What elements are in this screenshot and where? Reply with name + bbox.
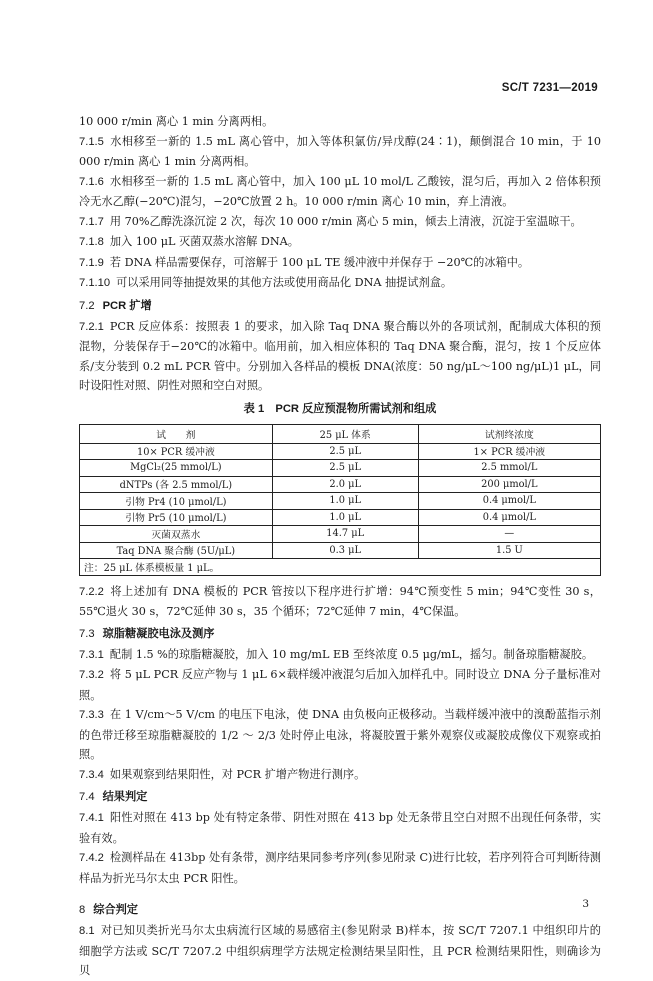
- paragraph-continuation: 10 000 r/min 离心 1 min 分离两相。: [79, 115, 274, 128]
- clause-paragraph: [79, 273, 601, 294]
- clause-text: 可以采用同等抽提效果的其他方法或使用商品化 DNA 抽提试剂盒。: [116, 276, 453, 289]
- table-cell: 0.4 μmol/L: [418, 493, 600, 510]
- table-cell: 1.0 μL: [272, 509, 418, 526]
- section-number: 8: [79, 904, 86, 916]
- table-caption: 表 1 PCR 反应预混物所需试剂和组成: [243, 402, 437, 415]
- table-cell: 14.7 μL: [272, 526, 418, 543]
- table-cell: 引物 Pr4 (10 μmol/L): [80, 493, 273, 510]
- clause-number: 7.3.4: [79, 768, 104, 781]
- table-header-cell: 25 μL 体系: [272, 424, 418, 443]
- section-title: 结果判定: [102, 791, 148, 803]
- clause-number: 7.1.6: [79, 175, 104, 188]
- table-row: [80, 493, 601, 510]
- clause-paragraph: [79, 582, 601, 622]
- clause-text: 加入 100 μL 灭菌双蒸水溶解 DNA。: [109, 235, 299, 248]
- clause-paragraph: [79, 645, 601, 666]
- table-row: [80, 542, 601, 559]
- clause-number: 7.3.1: [79, 648, 104, 661]
- clause-number: 7.1.5: [79, 135, 104, 148]
- section-number: 7.3: [79, 627, 95, 640]
- table-cell: 10× PCR 缓冲液: [80, 443, 273, 460]
- table-cell: 1.0 μL: [272, 493, 418, 510]
- table-cell: 2.5 μL: [272, 443, 418, 460]
- table-cell: Taq DNA 聚合酶 (5U/μL): [80, 542, 273, 559]
- section-heading: [79, 624, 601, 644]
- clause-number: 7.3.3: [79, 709, 104, 721]
- clause-number: 7.1.10: [79, 277, 111, 289]
- section-heading: [79, 900, 601, 920]
- clause-text: 若 DNA 样品需要保存，可溶解于 100 μL TE 缓冲液中并保存于 −20℃的冰箱中。: [109, 255, 530, 269]
- clause-number: 7.2.1: [79, 320, 104, 333]
- clause-text: PCR 反应体系：按照表 1 的要求，加入除 Taq DNA 聚合酶以外的各项试剂，配制成大体积的预混物，分装保存于−20℃的冰箱中。临用前，加入相应体积的 Taq DNA 聚合酶，混匀，按 1 个反应体系/支分装到 0.2 mL PCR 管中。分别加入各样品的模板 DNA(浓度：50 ng/μL～100 ng/μL)1 μL，同时设阳性对照、阴性对照和空白对照。: [79, 319, 601, 392]
- section-title: PCR 扩增: [102, 299, 152, 312]
- table-cell: MgCl₂(25 mmol/L): [80, 460, 273, 477]
- table-row: [80, 509, 601, 526]
- clause-number: 7.1.7: [79, 215, 104, 228]
- table-cell: 2.5 μL: [272, 460, 418, 477]
- clause-text: 水相移至一新的 1.5 mL 离心管中，加入 100 μL 10 mol/L 乙酸铵，混匀后，再加入 2 倍体积预冷无水乙醇(−20℃)混匀，−20℃放置 2 h。10 000 r/min 离心 10 min，弃上清液。: [79, 174, 601, 208]
- clause-paragraph: [79, 172, 601, 212]
- clause-text: 配制 1.5 %的琼脂糖凝胶，加入 10 mg/mL EB 至终浓度 0.5 μg/mL，摇匀。制备琼脂糖凝胶。: [109, 647, 594, 661]
- clause-paragraph: [79, 253, 601, 274]
- clause-number: 7.4.1: [79, 812, 104, 824]
- clause-text: 如果观察到结果阳性，对 PCR 扩增产物进行测序。: [109, 767, 366, 781]
- clause-paragraph: [79, 848, 601, 888]
- table-header-row: [80, 424, 601, 443]
- clause-paragraph: [79, 232, 601, 253]
- table-note-row: [80, 559, 601, 576]
- clause-paragraph: [79, 665, 601, 705]
- table-cell: 200 μmol/L: [418, 476, 600, 493]
- standard-number: SC/T 7231—2019: [501, 82, 598, 94]
- document-body: [79, 112, 601, 981]
- section-spacer: [79, 888, 601, 898]
- section-title: 综合判定: [93, 904, 138, 916]
- section-heading: [79, 787, 601, 807]
- clause-text: 检测样品在 413bp 处有条带，测序结果同参考序列(参见附录 C)进行比较，若序列符合可判断待测样品为折光马尔太虫 PCR 阳性。: [79, 851, 601, 885]
- clause-paragraph: [79, 132, 601, 172]
- table-cell: —: [418, 526, 600, 543]
- table-cell: 1.5 U: [418, 542, 600, 559]
- clause-paragraph: [79, 765, 601, 786]
- clause-number: 7.2.2: [79, 585, 104, 598]
- clause-paragraph: [79, 705, 601, 765]
- clause-text: 将 5 μL PCR 反应产物与 1 μL 6×载样缓冲液混匀后加入加样孔中。同时设立 DNA 分子量标准对照。: [79, 668, 601, 702]
- clause-number: 7.4.2: [79, 852, 104, 864]
- clause-paragraph: [79, 808, 601, 848]
- clause-text: 用 70%乙醇洗涤沉淀 2 次，每次 10 000 r/min 离心 5 min，倾去上清液，沉淀于室温晾干。: [109, 214, 582, 228]
- section-heading: [79, 296, 601, 316]
- table-cell: 引物 Pr5 (10 μmol/L): [80, 509, 273, 526]
- table-row: [80, 476, 601, 493]
- clause-text: 阳性对照在 413 bp 处有特定条带、阴性对照在 413 bp 处无条带且空白对照不出现任何条带，实验有效。: [79, 811, 601, 845]
- table-row: [80, 443, 601, 460]
- clause-text: 水相移至一新的 1.5 mL 离心管中，加入等体积氯仿/异戊醇(24∶1)，颠倒混合 10 min，于 10 000 r/min 离心 1 min 分离两相。: [79, 134, 601, 168]
- table-cell: dNTPs (各 2.5 mmol/L): [80, 476, 273, 493]
- clause-paragraph: [79, 212, 601, 233]
- page-number: 3: [582, 898, 589, 910]
- table-cell: 1× PCR 缓冲液: [418, 443, 600, 460]
- table-row: [80, 526, 601, 543]
- table-cell: 2.5 mmol/L: [418, 460, 600, 477]
- table-header-cell: 试 剂: [80, 424, 273, 443]
- table-cell: 2.0 μL: [272, 476, 418, 493]
- table-cell: 0.3 μL: [272, 542, 418, 559]
- section-number: 7.4: [79, 791, 95, 803]
- clause-number: 7.1.8: [79, 236, 104, 248]
- reagent-table: [79, 424, 601, 576]
- table-cell: 灭菌双蒸水: [80, 526, 273, 543]
- table-header-cell: 试剂终浓度: [418, 424, 600, 443]
- clause-paragraph: [79, 921, 601, 981]
- section-title: 琼脂糖凝胶电泳及测序: [102, 627, 215, 640]
- clause-paragraph: [79, 317, 601, 396]
- table-row: [80, 460, 601, 477]
- table-note: 注：25 μL 体系模板量 1 μL。: [80, 559, 601, 576]
- clause-text: 在 1 V/cm～5 V/cm 的电压下电泳，使 DNA 由负极向正极移动。当载样缓冲液中的溴酚蓝指示剂的色带迁移至琼脂糖凝胶的 1/2 ～ 2/3 处时停止电泳，将凝胶置于紫外观察仪或凝胶成像仪下观察或拍照。: [79, 708, 601, 761]
- clause-text: 将上述加有 DNA 模板的 PCR 管按以下程序进行扩增：94℃预变性 5 min；94℃变性 30 s，55℃退火 30 s，72℃延伸 30 s，35 个循环；72℃延伸 7 min，4℃保温。: [79, 584, 601, 618]
- clause-number: 7.3.2: [79, 669, 104, 681]
- section-number: 7.2: [79, 299, 95, 312]
- clause-number: 7.1.9: [79, 256, 104, 269]
- clause-text: 对已知贝类折光马尔太虫病流行区域的易感宿主(参见附录 B)样本，按 SC/T 7207.1 中组织印片的细胞学方法或 SC/T 7207.2 中组织病理学方法规定检测结果呈阳性，且 PCR 检测结果阳性，则确诊为贝: [79, 924, 601, 977]
- clause-number: 8.1: [79, 925, 95, 937]
- table-cell: 0.4 μmol/L: [418, 509, 600, 526]
